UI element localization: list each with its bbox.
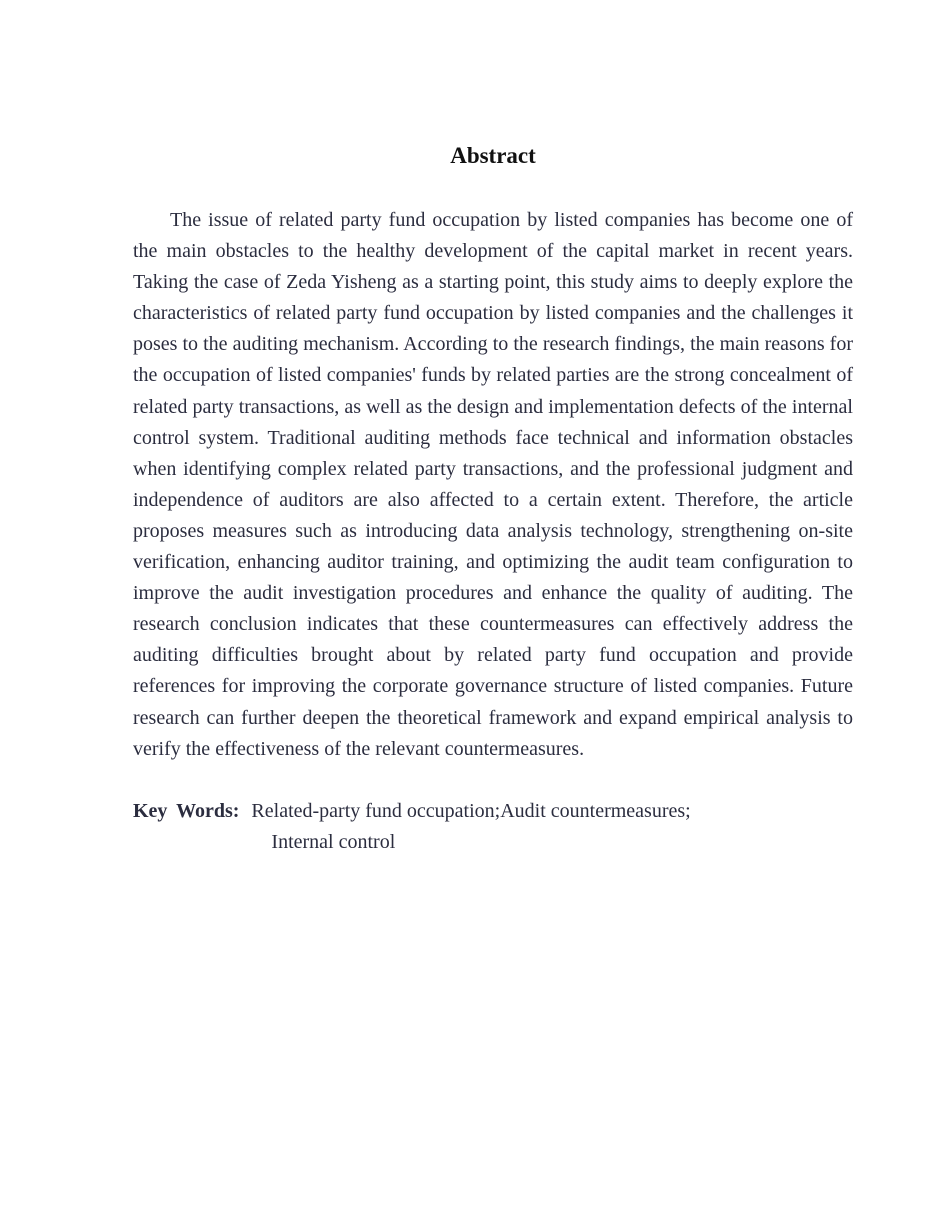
abstract-section bbox=[133, 138, 853, 858]
keywords-line-1: Related-party fund occupation;Audit countermeasures; bbox=[251, 799, 691, 822]
keywords-list bbox=[251, 796, 690, 858]
keywords-block bbox=[133, 796, 853, 858]
keywords-line-2: Internal control bbox=[271, 830, 396, 853]
abstract-title: Abstract bbox=[450, 143, 536, 168]
keywords-label: Key Words: bbox=[133, 799, 240, 822]
abstract-paragraph: The issue of related party fund occupation by listed companies has become one of the main obstacles to the healthy development of the capital market in recent years. Taking the case of Zeda Yisheng as a starting point, this study aims to deeply explore the characteristics of related party fund occupation by listed companies and the challenges it poses to the auditing mechanism. According to the research findings, the main reasons for the occupation of listed companies' funds by related parties are the strong concealment of related party transactions, as well as the design and implementation defects of the internal control system. Traditional auditing methods face technical and information obstacles when identifying complex related party transactions, and the professional judgment and independence of auditors are also affected to a certain extent. Therefore, the article proposes measures such as introducing data analysis technology, strengthening on-site verification, enhancing auditor training, and optimizing the audit team configuration to improve the audit investigation procedures and enhance the quality of auditing. The research conclusion indicates that these countermeasures can effectively address the auditing difficulties brought about by related party fund occupation and provide references for improving the corporate governance structure of listed companies. Future research can further deepen the theoretical framework and expand empirical analysis to verify the effectiveness of the relevant countermeasures. bbox=[133, 209, 853, 760]
